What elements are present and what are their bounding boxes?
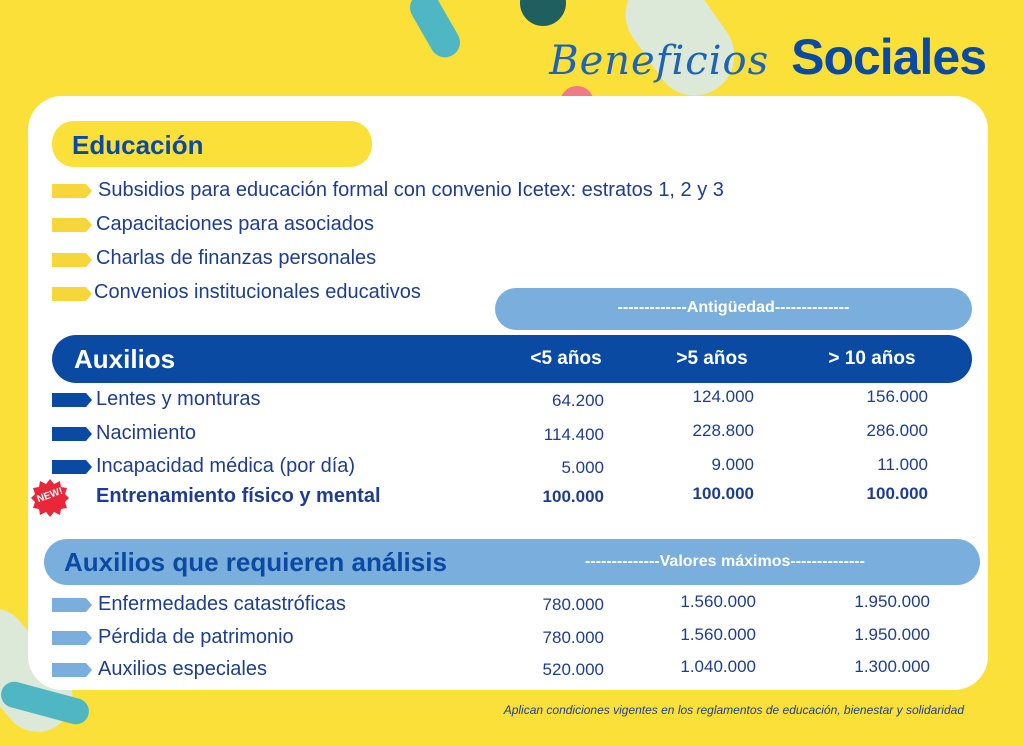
new-badge-icon	[30, 478, 70, 518]
auxilio-value: 100.000	[692, 484, 754, 503]
auxilio-value: 100.000	[866, 484, 928, 503]
auxilio-label: Incapacidad médica (por día)	[96, 455, 356, 477]
analisis-subheading: --------------Valores máximos--------------	[585, 553, 865, 570]
auxilio-value: 228.800	[692, 421, 754, 440]
blue-arrow-icon	[52, 393, 86, 407]
analisis-value: 780.000	[542, 595, 604, 614]
title-beneficios: Beneficios	[549, 38, 770, 84]
light-blue-arrow-icon	[52, 598, 86, 612]
analisis-value: 520.000	[542, 660, 604, 679]
auxilios-heading: Auxilios	[74, 344, 176, 374]
educacion-item: Charlas de finanzas personales	[96, 247, 377, 269]
column-header-lt5: <5 años	[530, 348, 602, 369]
auxilio-value: 124.000	[692, 387, 754, 406]
new-badge-text: NEW!	[35, 485, 65, 506]
auxilio-label: Entrenamiento físico y mental	[96, 485, 381, 507]
column-header-gt5: >5 años	[676, 348, 748, 369]
analisis-value: 1.950.000	[854, 625, 930, 644]
auxilio-value: 286.000	[866, 421, 928, 440]
yellow-arrow-icon	[52, 184, 86, 198]
analisis-heading: Auxilios que requieren análisis	[64, 547, 447, 577]
light-blue-arrow-icon	[52, 663, 86, 677]
auxilio-value: 114.400	[543, 425, 604, 444]
analisis-label: Auxilios especiales	[98, 658, 267, 680]
yellow-arrow-icon	[52, 253, 86, 267]
auxilio-value: 11.000	[877, 455, 928, 474]
auxilio-label: Lentes y monturas	[96, 388, 261, 410]
educacion-item: Convenios institucionales educativos	[94, 281, 421, 303]
auxilio-value: 100.000	[542, 487, 604, 506]
yellow-arrow-icon	[52, 218, 86, 232]
antiguedad-label: -------------Antigüedad--------------	[617, 299, 850, 316]
decorative-teal-stripe	[405, 0, 466, 63]
analisis-label: Pérdida de patrimonio	[98, 626, 294, 648]
auxilio-value: 156.000	[866, 387, 928, 406]
auxilio-value: 5.000	[561, 458, 604, 477]
analisis-value: 1.040.000	[680, 657, 756, 676]
footer-note: Aplican condiciones vigentes en los reglamentos de educación, bienestar y solidaridad	[503, 703, 964, 717]
light-blue-arrow-icon	[52, 631, 86, 645]
auxilio-value: 64.200	[552, 391, 604, 410]
page-title	[549, 28, 986, 88]
educacion-item: Capacitaciones para asociados	[96, 213, 374, 235]
yellow-arrow-icon	[52, 287, 86, 301]
blue-arrow-icon	[52, 460, 86, 474]
analisis-label: Enfermedades catastróficas	[98, 593, 346, 615]
analisis-value: 780.000	[542, 628, 604, 647]
educacion-heading: Educación	[72, 130, 204, 160]
title-sociales: Sociales	[791, 29, 986, 85]
column-header-gt10: > 10 años	[828, 348, 916, 369]
blue-arrow-icon	[52, 427, 86, 441]
decorative-dark-circle	[520, 0, 566, 26]
analisis-value: 1.560.000	[680, 625, 756, 644]
analisis-value: 1.300.000	[854, 657, 930, 676]
analisis-value: 1.950.000	[854, 592, 930, 611]
analisis-value: 1.560.000	[680, 592, 756, 611]
educacion-item: Subsidios para educación formal con convenio Icetex: estratos 1, 2 y 3	[98, 179, 724, 201]
auxilio-label: Nacimiento	[96, 422, 197, 444]
auxilio-value: 9.000	[711, 455, 754, 474]
